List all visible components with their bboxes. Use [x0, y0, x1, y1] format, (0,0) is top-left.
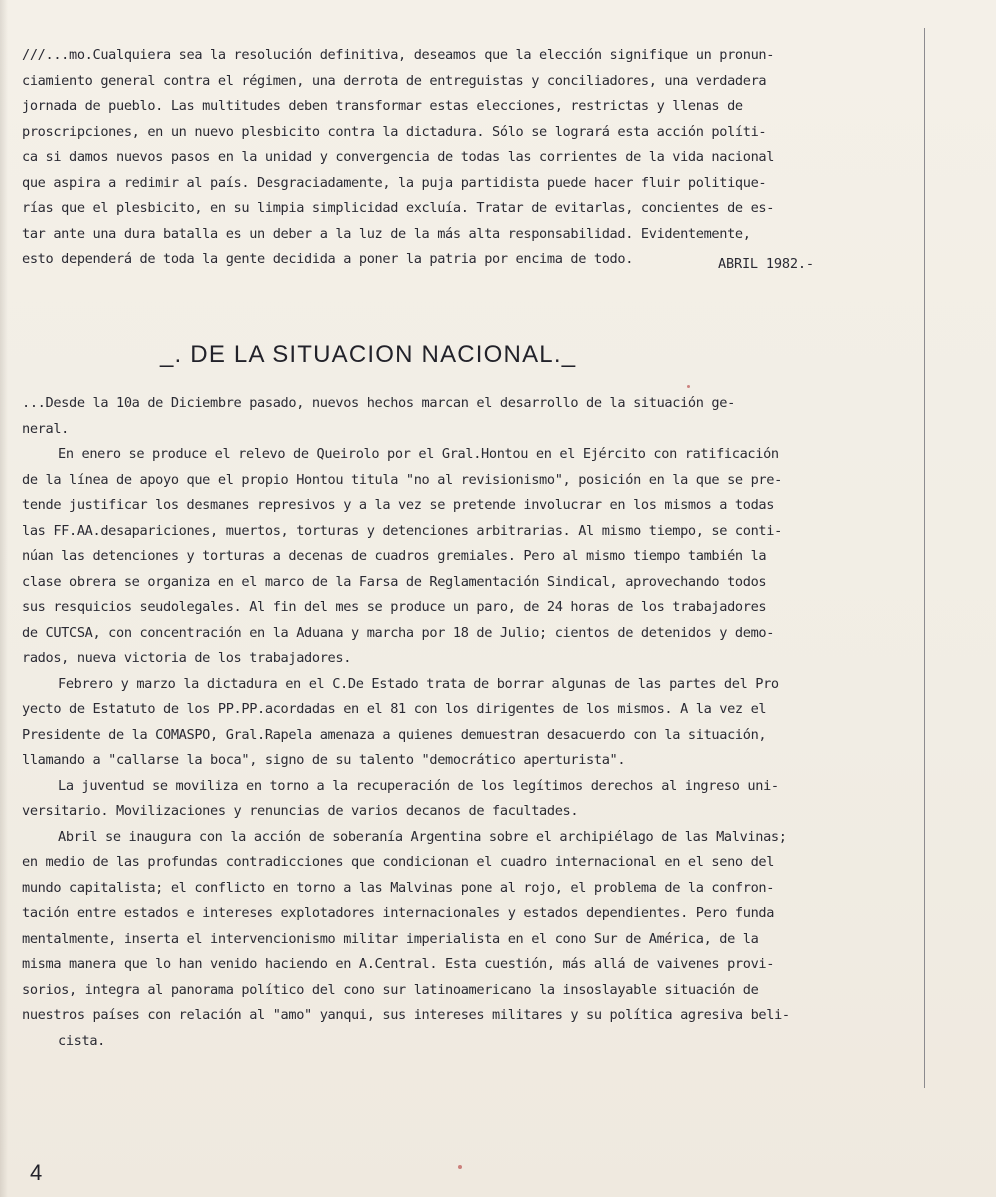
- text-line: ///...mo.Cualquiera sea la resolución definitiva, deseamos que la elección signifique un pronun-: [22, 47, 775, 63]
- text-line: En enero se produce el relevo de Queirolo por el Gral.Hontou en el Ejército con ratificación: [58, 446, 779, 462]
- ink-speck: [458, 1165, 462, 1169]
- page-number: 4: [30, 1160, 43, 1185]
- text-line: clase obrera se organiza en el marco de la Farsa de Reglamentación Sindical, aprovechando todos: [22, 573, 767, 590]
- text-line: de CUTCSA, con concentración en la Aduana y marcha por 18 de Julio; cientos de detenidos y demo-: [22, 624, 775, 641]
- text-line: neral.: [22, 420, 70, 437]
- text-line: las FF.AA.desapariciones, muertos, torturas y detenciones arbitrarias. Al mismo tiempo, se conti-: [22, 522, 782, 539]
- text-line: de la línea de apoyo que el propio Hontou titula "no al revisionismo", posición en la que se pre-: [22, 471, 782, 488]
- page-edge-shadow: [0, 0, 8, 1197]
- text-line: ca si damos nuevos pasos en la unidad y convergencia de todas las corrientes de la vida nacional: [22, 149, 775, 165]
- section-title: _. DE LA SITUACION NACIONAL._: [160, 341, 577, 368]
- text-line: La juventud se moviliza en torno a la recuperación de los legítimos derechos al ingreso uni-: [58, 777, 779, 794]
- text-line: tación entre estados e intereses explotadores internacionales y estados dependientes. Pero funda: [22, 905, 775, 921]
- text-line: proscripciones, en un nuevo plesbicito contra la dictadura. Sólo se logrará esta acción políti-: [22, 123, 767, 140]
- text-line: Presidente de la COMASPO, Gral.Rapela amenaza a quienes demuestran desacuerdo con la situación,: [22, 726, 767, 743]
- text-line: llamando a "callarse la boca", signo de su talento "democrático aperturista".: [22, 752, 626, 768]
- text-line: rías que el plesbicito, en su limpia simplicidad excluía. Tratar de evitarlas, concientes de es-: [22, 200, 775, 216]
- text-line: ...Desde la 10a de Diciembre pasado, nuevos hechos marcan el desarrollo de la situación ge-: [22, 395, 735, 411]
- text-line: en medio de las profundas contradicciones que condicionan el cuadro internacional en el seno del: [22, 854, 775, 870]
- intro-paragraph: [22, 43, 902, 273]
- text-line: jornada de pueblo. Las multitudes deben transformar estas elecciones, restrictas y llenas de: [22, 98, 743, 114]
- text-line: misma manera que lo han venido haciendo en A.Central. Esta cuestión, más allá de vaivenes provi-: [22, 956, 775, 972]
- text-line: tende justificar los desmanes represivos y a la vez se pretende involucrar en los mismos a todas: [22, 497, 775, 513]
- text-line: sorios, integra al panorama político del cono sur latinoamericano la insoslayable situación de: [22, 981, 759, 998]
- text-line: yecto de Estatuto de los PP.PP.acordadas en el 81 con los dirigentes de los mismos. A la vez el: [22, 701, 767, 717]
- text-line: mentalmente, inserta el intervencionismo militar imperialista en el cono Sur de América, de la: [22, 930, 759, 947]
- text-line: tar ante una dura batalla es un deber a la luz de la más alta responsabilidad. Evidentemente,: [22, 225, 751, 242]
- text-line: núan las detenciones y torturas a decenas de cuadros gremiales. Pero al mismo tiempo también la: [22, 548, 767, 564]
- ink-speck: [687, 385, 690, 388]
- date-line: ABRIL 1982.-: [718, 256, 814, 272]
- text-line: Febrero y marzo la dictadura en el C.De Estado trata de borrar algunas de las partes del Pro: [58, 675, 779, 692]
- text-line: nuestros países con relación al "amo" yanqui, sus intereses militares y su política agresiva beli-: [22, 1007, 790, 1023]
- text-line: sus resquicios seudolegales. Al fin del mes se produce un paro, de 24 horas de los trabajadores: [22, 599, 767, 615]
- text-line: rados, nueva victoria de los trabajadores.: [22, 650, 352, 666]
- text-line: cista.: [58, 1032, 106, 1049]
- body-text: [22, 391, 902, 1054]
- text-line: Abril se inaugura con la acción de soberanía Argentina sobre el archipiélago de las Malvinas;: [58, 828, 787, 845]
- text-line: versitario. Movilizaciones y renuncias de varios decanos de facultades.: [22, 803, 579, 819]
- text-line: esto dependerá de toda la gente decidida a poner la patria por encima de todo.: [22, 251, 634, 267]
- right-margin-rule: [924, 28, 925, 1088]
- text-line: mundo capitalista; el conflicto en torno a las Malvinas pone al rojo, el problema de la confron-: [22, 879, 775, 896]
- text-line: que aspira a redimir al país. Desgraciadamente, la puja partidista puede hacer fluir politique-: [22, 174, 767, 191]
- text-line: ciamiento general contra el régimen, una derrota de entreguistas y conciliadores, una verdadera: [22, 72, 767, 89]
